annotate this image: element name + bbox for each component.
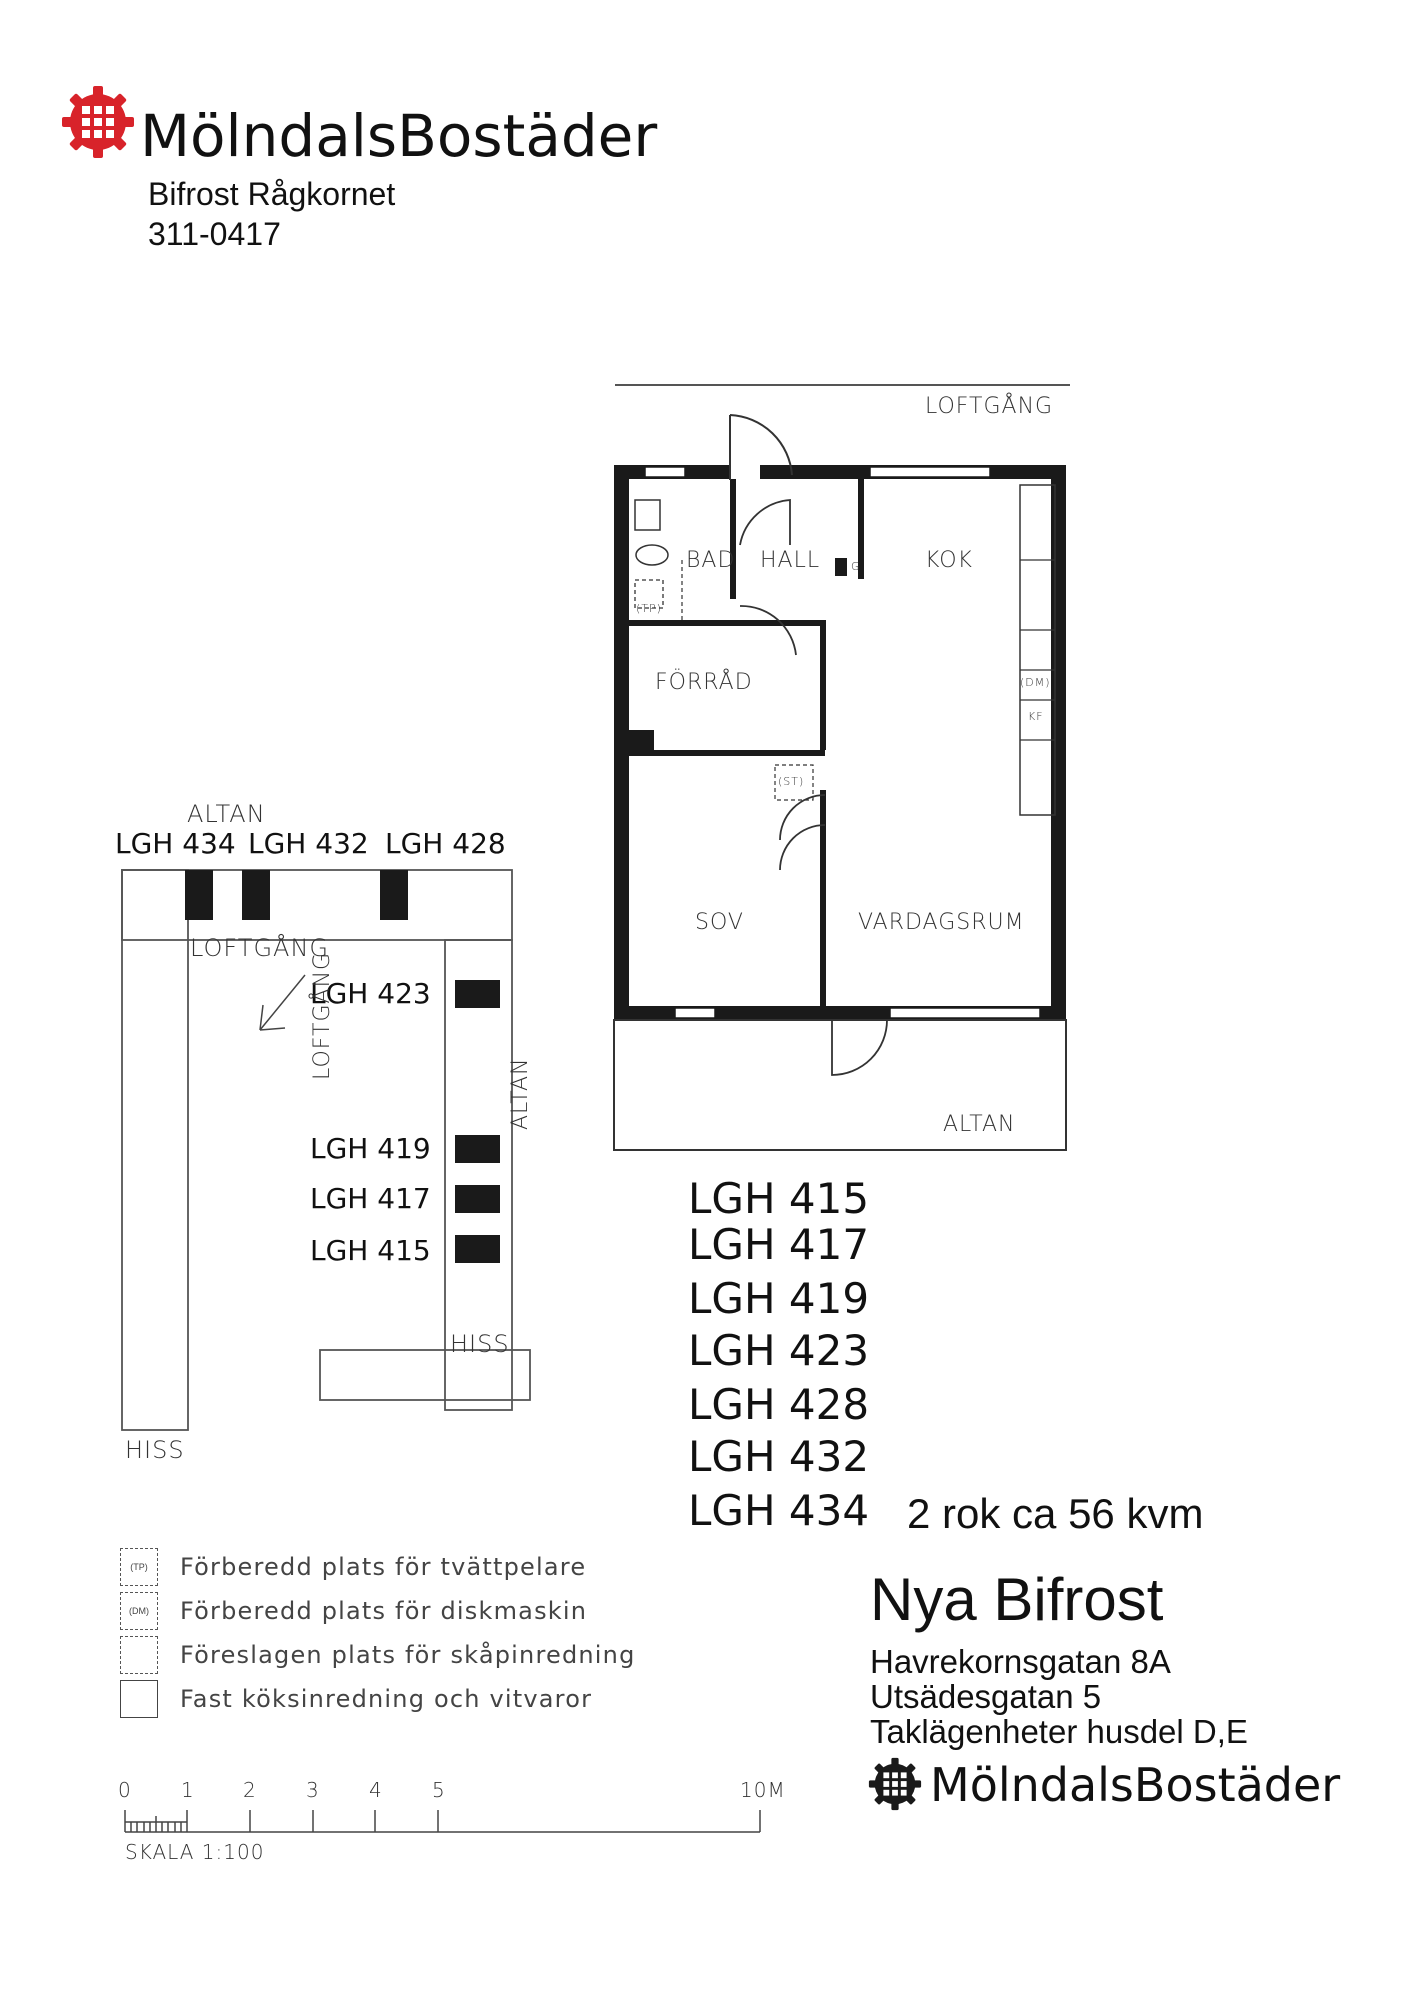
floor-plan-drawing [600, 370, 1080, 1170]
site-unit-423: LGH 423 [310, 977, 431, 1010]
site-unit-434: LGH 434 [115, 827, 236, 860]
legend-kitchen-symbol [120, 1680, 158, 1718]
apartment-423: LGH 423 [688, 1326, 870, 1375]
plan-altan-label: ALTAN [943, 1112, 1016, 1137]
site-unit-415: LGH 415 [310, 1234, 431, 1267]
scale-tick-3: 3 [306, 1778, 320, 1802]
site-unit-417: LGH 417 [310, 1182, 431, 1215]
plan-loftgang-label: LOFTGÅNG [925, 394, 1054, 419]
project-code: 311-0417 [148, 216, 281, 252]
site-hiss-small-label: HISS [450, 1330, 510, 1358]
legend-tp-symbol: (TP) [120, 1548, 158, 1586]
project-name: Bifrost Rågkornet [148, 176, 396, 212]
fixture-g-label: G [851, 560, 861, 573]
footer-brand-name: MölndalsBostäder [930, 1758, 1341, 1812]
site-loftgang-h-label: LOFTGÅNG [190, 934, 330, 962]
scale-tick-2: 2 [243, 1778, 257, 1802]
legend-cabinet-text: Föreslagen plats för skåpinredning [180, 1641, 636, 1669]
apartment-417: LGH 417 [688, 1220, 870, 1269]
site-unit-428: LGH 428 [385, 827, 506, 860]
fixture-tp-label: (TP) [636, 602, 662, 615]
fixture-kf-label: KF [1028, 710, 1044, 723]
plan-sov-label: SOV [695, 910, 744, 935]
apartment-434: LGH 434 [688, 1486, 870, 1535]
scale-tick-4: 4 [369, 1778, 383, 1802]
fixture-st-label: (ST) [778, 775, 805, 788]
legend-kitchen-text: Fast köksinredning och vitvaror [180, 1685, 593, 1713]
footer-address-1: Havrekornsgatan 8A [870, 1643, 1171, 1680]
legend-row-tp [120, 1548, 586, 1586]
fixture-dm-label: (DM) [1020, 676, 1051, 689]
apartment-415: LGH 415 [688, 1174, 870, 1223]
scale-tick-10m: 10M [740, 1778, 786, 1802]
legend-tp-text: Förberedd plats för tvättpelare [180, 1553, 587, 1581]
floor-plan [600, 370, 1080, 1170]
header [58, 82, 678, 262]
site-hiss-large-label: HISS [125, 1436, 185, 1464]
apartment-432: LGH 432 [688, 1432, 870, 1481]
scale-label: SKALA 1:100 [125, 1840, 265, 1864]
legend-dm-text: Förberedd plats för diskmaskin [180, 1597, 588, 1625]
plan-kok-label: KOK [925, 548, 973, 573]
plan-forrad-label: FÖRRÅD [655, 670, 753, 695]
site-loftgang-v-label: LOFTGÅNG [310, 951, 335, 1080]
footer-description: Taklägenheter husdel D,E [870, 1713, 1248, 1750]
legend-cabinet-symbol [120, 1636, 158, 1674]
site-altan-top-label: ALTAN [187, 800, 266, 828]
plan-bad-label: BAD [686, 548, 736, 573]
brand-name: MölndalsBostäder [140, 102, 658, 170]
site-altan-side-label: ALTAN [508, 1057, 533, 1130]
site-plan [110, 800, 550, 1480]
plan-vardagsrum-label: VARDAGSRUM [858, 910, 1025, 935]
site-unit-419: LGH 419 [310, 1132, 431, 1165]
scale-tick-0: 0 [118, 1778, 132, 1802]
legend-row-kitchen [120, 1680, 592, 1718]
footer-title: Nya Bifrost [870, 1566, 1164, 1633]
plan-hall-label: HALL [760, 548, 821, 573]
footer-address-2: Utsädesgatan 5 [870, 1678, 1102, 1715]
scale-tick-5: 5 [432, 1778, 446, 1802]
apartment-list [688, 1174, 938, 1538]
legend [120, 1548, 640, 1728]
site-unit-432: LGH 432 [248, 827, 369, 860]
apartment-419: LGH 419 [688, 1274, 870, 1323]
footer [860, 1565, 1380, 1835]
legend-row-dm [120, 1592, 587, 1630]
apartment-428: LGH 428 [688, 1380, 870, 1429]
legend-row-cabinet [120, 1636, 636, 1674]
legend-dm-symbol: (DM) [120, 1592, 158, 1630]
apartment-size: 2 rok ca 56 kvm [907, 1490, 1204, 1537]
scale-tick-1: 1 [181, 1778, 195, 1802]
logo-gear-icon [58, 82, 138, 162]
footer-logo-gear-icon [866, 1755, 924, 1813]
scale-bar [115, 1760, 795, 1864]
